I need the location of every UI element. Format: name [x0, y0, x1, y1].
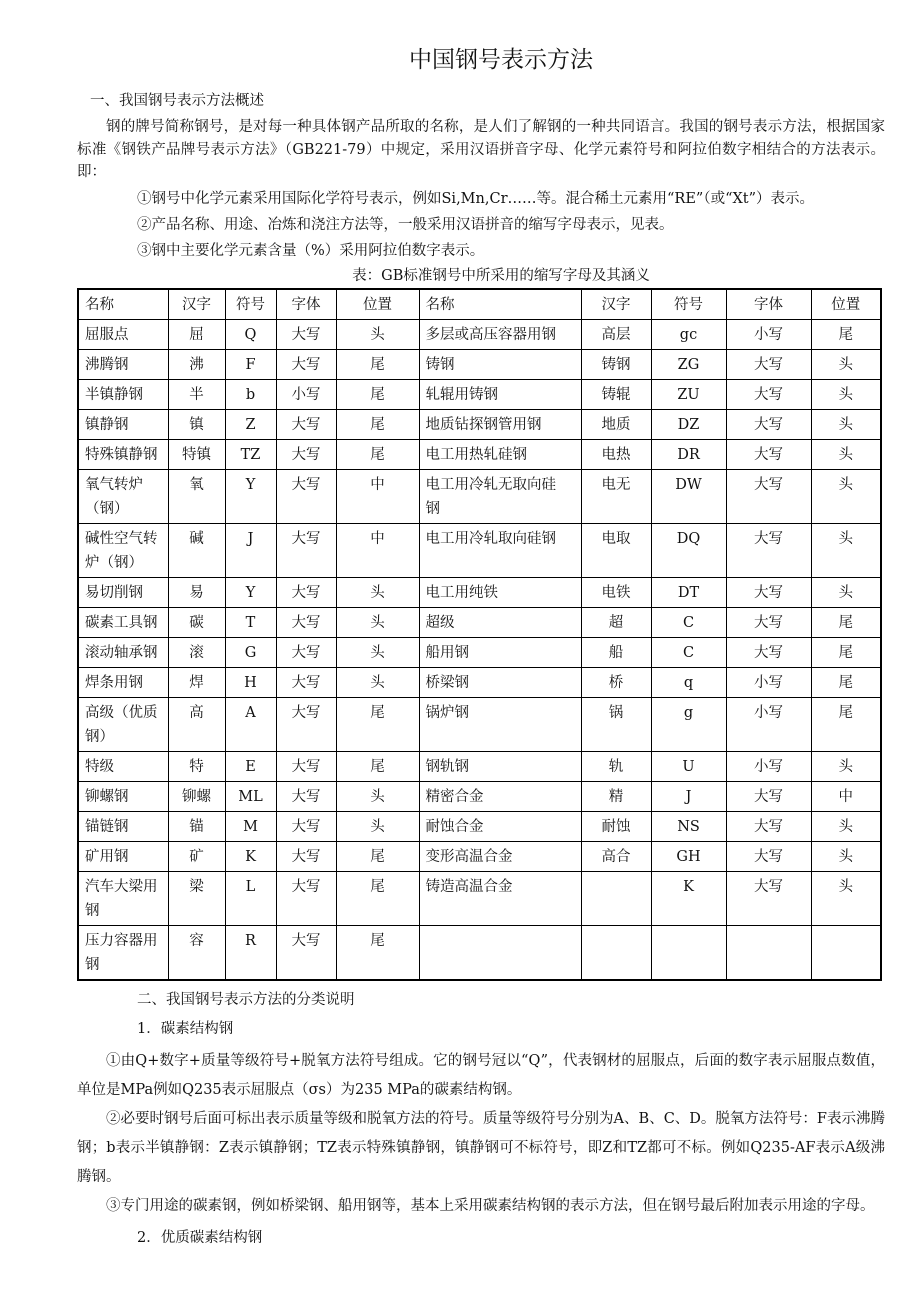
table-cell	[811, 925, 881, 980]
table-cell: 中	[811, 781, 881, 811]
table-cell: 大写	[276, 925, 336, 980]
table-row	[78, 523, 881, 577]
table-cell: K	[651, 871, 726, 925]
table-cell: 头	[811, 577, 881, 607]
table-cell: ZU	[651, 379, 726, 409]
table-cell: G	[225, 637, 276, 667]
table-cell: 头	[811, 811, 881, 841]
table-cell: 铸钢	[419, 349, 581, 379]
table-cell: g	[651, 697, 726, 751]
table-cell: 电铁	[581, 577, 651, 607]
table-cell: 尾	[336, 349, 419, 379]
table-cell: 高合	[581, 841, 651, 871]
table-cell: C	[651, 637, 726, 667]
table-cell: TZ	[225, 439, 276, 469]
table-cell: 大写	[276, 349, 336, 379]
table-cell: 梁	[168, 871, 225, 925]
section1-item-3: ③钢中主要化学元素含量（%）采用阿拉伯数字表示。	[137, 242, 485, 259]
table-cell: L	[225, 871, 276, 925]
table-cell: 钢轨钢	[419, 751, 581, 781]
table-row	[78, 349, 881, 379]
table-cell: 大写	[276, 577, 336, 607]
table-cell: 超级	[419, 607, 581, 637]
section1-heading: 一、我国钢号表示方法概述	[90, 93, 264, 109]
table-cell: 铸造高温合金	[419, 871, 581, 925]
table-cell: 头	[811, 523, 881, 577]
table-cell	[726, 925, 811, 980]
table-cell: 碳素工具钢	[78, 607, 168, 637]
table-cell: 电工用热轧硅钢	[419, 439, 581, 469]
table-cell: 电无	[581, 469, 651, 523]
table-cell: 头	[336, 319, 419, 349]
table-cell: 易切削钢	[78, 577, 168, 607]
table-cell: 尾	[336, 409, 419, 439]
table-cell: K	[225, 841, 276, 871]
table-row	[78, 577, 881, 607]
table-cell: 变形高温合金	[419, 841, 581, 871]
section2-para-1: ①由Q+数字+质量等级符号+脱氧方法符号组成。它的钢号冠以“Q”，代表钢材的屈服点，后面的数字表示屈服点数值，单位是MPa例如Q235表示屈服点（σs）为235 MPa的碳素结构钢。	[77, 1052, 885, 1098]
section2	[77, 989, 885, 1249]
table-cell: 桥梁钢	[419, 667, 581, 697]
table-row	[78, 667, 881, 697]
table-cell: gc	[651, 319, 726, 349]
table-cell: 中	[336, 523, 419, 577]
table-cell: 铆螺钢	[78, 781, 168, 811]
table-cell: 大写	[726, 637, 811, 667]
table-cell: 大写	[276, 811, 336, 841]
table-cell: 尾	[336, 751, 419, 781]
table-cell: 精	[581, 781, 651, 811]
table-cell: DT	[651, 577, 726, 607]
table-cell: 锅	[581, 697, 651, 751]
table-header-row	[78, 289, 881, 320]
table-row	[78, 607, 881, 637]
table-cell: DQ	[651, 523, 726, 577]
table-cell: 头	[811, 751, 881, 781]
table-row	[78, 925, 881, 980]
table-cell: 大写	[726, 469, 811, 523]
table-cell: DZ	[651, 409, 726, 439]
table-cell: 小写	[276, 379, 336, 409]
table-cell: 多层或高压容器用钢	[419, 319, 581, 349]
table-cell: 大写	[726, 349, 811, 379]
table-cell: 大写	[276, 439, 336, 469]
table-cell: R	[225, 925, 276, 980]
table-cell: 尾	[811, 637, 881, 667]
table-cell: H	[225, 667, 276, 697]
table-cell: 滚	[168, 637, 225, 667]
table-cell: 大写	[276, 607, 336, 637]
table-cell: A	[225, 697, 276, 751]
table-cell	[419, 925, 581, 980]
table-cell: 轨	[581, 751, 651, 781]
table-cell: 氧	[168, 469, 225, 523]
table-cell: M	[225, 811, 276, 841]
table-cell: 头	[336, 607, 419, 637]
table-cell: 大写	[726, 523, 811, 577]
column-header: 符号	[651, 289, 726, 320]
table-cell: 沸腾钢	[78, 349, 168, 379]
table-cell: 锚	[168, 811, 225, 841]
section2-sub1: 1．碳素结构钢	[137, 1020, 234, 1037]
table-cell: 船用钢	[419, 637, 581, 667]
table-cell: 沸	[168, 349, 225, 379]
table-cell: 铆螺	[168, 781, 225, 811]
table-cell: 特	[168, 751, 225, 781]
table-cell: 尾	[811, 319, 881, 349]
table-cell: C	[651, 607, 726, 637]
column-header: 汉字	[581, 289, 651, 320]
table-cell: 地质	[581, 409, 651, 439]
table-cell: 锅炉钢	[419, 697, 581, 751]
table-row	[78, 697, 881, 751]
table-cell: Z	[225, 409, 276, 439]
table-row	[78, 871, 881, 925]
table-cell: T	[225, 607, 276, 637]
table-cell: 小写	[726, 319, 811, 349]
table-row	[78, 439, 881, 469]
table-row	[78, 319, 881, 349]
table-cell: ZG	[651, 349, 726, 379]
table-cell: 小写	[726, 667, 811, 697]
section2-sub2: 2．优质碳素结构钢	[137, 1229, 263, 1246]
column-header: 位置	[811, 289, 881, 320]
table-cell: 大写	[726, 607, 811, 637]
table-cell: 碱性空气转炉（钢）	[78, 523, 168, 577]
table-cell	[581, 925, 651, 980]
table-cell: 大写	[726, 871, 811, 925]
table-cell: 压力容器用钢	[78, 925, 168, 980]
table-cell: 大写	[276, 409, 336, 439]
table-row	[78, 637, 881, 667]
table-cell: ML	[225, 781, 276, 811]
section1-item-2: ②产品名称、用途、冶炼和浇注方法等，一般采用汉语拼音的缩写字母表示，见表。	[137, 216, 674, 233]
table-cell	[581, 871, 651, 925]
table-cell: 特级	[78, 751, 168, 781]
table-row	[78, 409, 881, 439]
table-cell: 大写	[276, 319, 336, 349]
table-cell: 小写	[726, 697, 811, 751]
table-cell: 中	[336, 469, 419, 523]
table-cell: DW	[651, 469, 726, 523]
table-cell: NS	[651, 811, 726, 841]
table-cell: 尾	[811, 697, 881, 751]
table-cell: 尾	[336, 841, 419, 871]
table-cell: 尾	[336, 925, 419, 980]
table-row	[78, 379, 881, 409]
table-cell: 精密合金	[419, 781, 581, 811]
table-cell: 尾	[811, 607, 881, 637]
table-cell: 汽车大梁用钢	[78, 871, 168, 925]
table-cell: 容	[168, 925, 225, 980]
table-cell: 大写	[276, 751, 336, 781]
table-cell: 头	[811, 379, 881, 409]
table-cell: 头	[336, 577, 419, 607]
table-cell: 头	[811, 409, 881, 439]
column-header: 名称	[419, 289, 581, 320]
table-cell: 大写	[726, 781, 811, 811]
table-cell: 头	[336, 811, 419, 841]
table-cell: 尾	[336, 697, 419, 751]
table-cell: 大写	[726, 439, 811, 469]
table-cell: 大写	[276, 871, 336, 925]
table-cell: 焊条用钢	[78, 667, 168, 697]
table-cell: Y	[225, 577, 276, 607]
table-cell: 大写	[276, 667, 336, 697]
table-cell: q	[651, 667, 726, 697]
table-caption: 表：GB标准钢号中所采用的缩写字母及其涵义	[352, 267, 650, 284]
table-row	[78, 841, 881, 871]
page-title: 中国钢号表示方法	[409, 47, 593, 73]
table-cell: 电工用冷轧无取向硅钢	[419, 469, 581, 523]
table-cell: J	[651, 781, 726, 811]
column-header: 字体	[726, 289, 811, 320]
table-cell: 锚链钢	[78, 811, 168, 841]
table-cell: 大写	[726, 841, 811, 871]
column-header: 字体	[276, 289, 336, 320]
table-cell: Y	[225, 469, 276, 523]
table-cell: 高级（优质钢）	[78, 697, 168, 751]
column-header: 符号	[225, 289, 276, 320]
table-cell: 头	[811, 871, 881, 925]
table-cell: 矿	[168, 841, 225, 871]
table-cell: E	[225, 751, 276, 781]
table-cell: 大写	[726, 577, 811, 607]
table-cell: 超	[581, 607, 651, 637]
table-cell	[651, 925, 726, 980]
column-header: 位置	[336, 289, 419, 320]
section2-heading: 二、我国钢号表示方法的分类说明	[137, 991, 355, 1008]
steel-code-table	[77, 288, 882, 981]
table-cell: 滚动轴承钢	[78, 637, 168, 667]
table-cell: 头	[811, 841, 881, 871]
table-cell: 轧辊用铸钢	[419, 379, 581, 409]
table-cell: 大写	[726, 379, 811, 409]
table-cell: 小写	[726, 751, 811, 781]
table-cell: 大写	[276, 781, 336, 811]
table-cell: 碳	[168, 607, 225, 637]
table-cell: GH	[651, 841, 726, 871]
table-cell: b	[225, 379, 276, 409]
table-cell: F	[225, 349, 276, 379]
table-cell: 电工用冷轧取向硅钢	[419, 523, 581, 577]
table-cell: 耐蚀	[581, 811, 651, 841]
table-cell: 大写	[726, 811, 811, 841]
table-row	[78, 781, 881, 811]
table-cell: 屈	[168, 319, 225, 349]
section1-paragraph: 钢的牌号简称钢号，是对每一种具体钢产品所取的名称，是人们了解钢的一种共同语言。我国的钢号表示方法，根据国家标准《钢铁产品牌号表示方法》（GB221-79）中规定，采用汉语拼音字母、化学元素符号和阿拉伯数字相结合的方法表示。即：	[77, 119, 885, 180]
table-cell: J	[225, 523, 276, 577]
column-header: 汉字	[168, 289, 225, 320]
table-cell: 尾	[336, 379, 419, 409]
table-cell: 高	[168, 697, 225, 751]
table-cell: 半	[168, 379, 225, 409]
table-cell: 半镇静钢	[78, 379, 168, 409]
table-cell: 尾	[336, 439, 419, 469]
table-cell: 桥	[581, 667, 651, 697]
table-cell: 头	[811, 439, 881, 469]
table-cell: 大写	[276, 523, 336, 577]
table-cell: 电取	[581, 523, 651, 577]
column-header: 名称	[78, 289, 168, 320]
table-cell: 尾	[336, 871, 419, 925]
table-cell: 大写	[726, 409, 811, 439]
table-cell: 高层	[581, 319, 651, 349]
table-cell: U	[651, 751, 726, 781]
table-row	[78, 751, 881, 781]
table-cell: 电工用纯铁	[419, 577, 581, 607]
table-cell: 矿用钢	[78, 841, 168, 871]
table-cell: 大写	[276, 841, 336, 871]
section1-item-1: ①钢号中化学元素采用国际化学符号表示，例如Si,Mn,Cr……等。混合稀土元素用“RE”（或“Xt”）表示。	[137, 190, 815, 207]
table-cell: 镇	[168, 409, 225, 439]
table-cell: 头	[336, 781, 419, 811]
table-cell: 镇静钢	[78, 409, 168, 439]
table-cell: 铸钢	[581, 349, 651, 379]
table-cell: 头	[811, 469, 881, 523]
table-cell: 大写	[276, 469, 336, 523]
table-cell: 碱	[168, 523, 225, 577]
table-cell: 船	[581, 637, 651, 667]
table-cell: 特镇	[168, 439, 225, 469]
table-cell: 屈服点	[78, 319, 168, 349]
table-row	[78, 469, 881, 523]
table-cell: 尾	[811, 667, 881, 697]
table-cell: 特殊镇静钢	[78, 439, 168, 469]
table-cell: 电热	[581, 439, 651, 469]
table-cell: 焊	[168, 667, 225, 697]
table-cell: Q	[225, 319, 276, 349]
table-cell: 地质钻探钢管用钢	[419, 409, 581, 439]
table-cell: 铸辊	[581, 379, 651, 409]
table-cell: DR	[651, 439, 726, 469]
section2-para-2: ②必要时钢号后面可标出表示质量等级和脱氧方法的符号。质量等级符号分别为A、B、C、D。脱氧方法符号：F表示沸腾钢；b表示半镇静钢：Z表示镇静钢；TZ表示特殊镇静钢，镇静钢可不标符号，即Z和TZ都可不标。例如Q235-AF表示A级沸腾钢。	[77, 1110, 885, 1185]
section2-para-3: ③专门用途的碳素钢，例如桥梁钢、船用钢等，基本上采用碳素结构钢的表示方法，但在钢号最后附加表示用途的字母。	[106, 1197, 875, 1214]
table-cell: 头	[811, 349, 881, 379]
table-cell: 耐蚀合金	[419, 811, 581, 841]
table-cell: 氧气转炉（钢）	[78, 469, 168, 523]
table-cell: 大写	[276, 637, 336, 667]
table-cell: 易	[168, 577, 225, 607]
table-cell: 大写	[276, 697, 336, 751]
table-cell: 头	[336, 637, 419, 667]
table-cell: 头	[336, 667, 419, 697]
table-row	[78, 811, 881, 841]
